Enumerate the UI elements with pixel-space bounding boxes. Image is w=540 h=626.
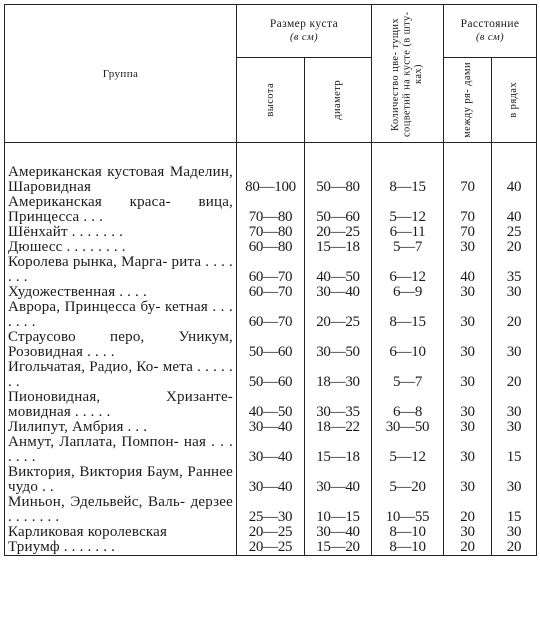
header-size [237, 5, 372, 58]
cell-count: 8—15 [372, 300, 444, 330]
cell-count: 6—10 [372, 330, 444, 360]
cell-height: 20—25 [237, 525, 305, 540]
cell-inrow: 15 [492, 435, 537, 465]
cell-count: 6—8 [372, 390, 444, 420]
cell-diameter: 15—18 [305, 435, 372, 465]
cell-diameter: 30—40 [305, 525, 372, 540]
cell-diameter: 30—35 [305, 390, 372, 420]
cell-diameter: 30—40 [305, 285, 372, 300]
cell-name: Карликовая королевская [5, 525, 237, 540]
cell-inrow: 40 [492, 195, 537, 225]
cell-name: Королева рынка, Марга- рита . . . . . . . [5, 255, 237, 285]
cell-inrow: 20 [492, 240, 537, 255]
cell-height: 60—70 [237, 300, 305, 330]
cell-diameter: 10—15 [305, 495, 372, 525]
table-row [5, 390, 537, 420]
cell-inrow: 20 [492, 540, 537, 556]
header-count-label: Количество цве- тущих соцветий на кусте (в шту- ках) [390, 10, 425, 137]
table-row [5, 240, 537, 255]
cell-diameter: 18—22 [305, 420, 372, 435]
cell-height: 70—80 [237, 195, 305, 225]
cell-name: Дюшесс . . . . . . . . [5, 240, 237, 255]
cell-name: Триумф . . . . . . . [5, 540, 237, 556]
table-row [5, 540, 537, 556]
cell-count: 6—9 [372, 285, 444, 300]
cell-diameter: 15—20 [305, 540, 372, 556]
cell-diameter: 50—60 [305, 195, 372, 225]
cell-diameter: 40—50 [305, 255, 372, 285]
cell-inrow: 20 [492, 300, 537, 330]
table-row [5, 300, 537, 330]
cell-between: 30 [444, 420, 492, 435]
cell-between: 20 [444, 540, 492, 556]
cell-name: Художественная . . . . [5, 285, 237, 300]
cell-name: Американская краса- вица, Принцесса . . . [5, 195, 237, 225]
table-row [5, 495, 537, 525]
cell-height: 30—40 [237, 420, 305, 435]
cell-inrow: 30 [492, 390, 537, 420]
cell-between: 30 [444, 285, 492, 300]
cell-name: Игольчатая, Радио, Ко- мета . . . . . . . [5, 360, 237, 390]
table-row [5, 435, 537, 465]
cell-inrow: 40 [492, 165, 537, 195]
cell-name: Виктория, Виктория Баум, Раннее чудо . . [5, 465, 237, 495]
cell-inrow: 20 [492, 360, 537, 390]
cell-inrow: 30 [492, 525, 537, 540]
cell-count: 10—55 [372, 495, 444, 525]
cell-height: 70—80 [237, 225, 305, 240]
cell-between: 30 [444, 360, 492, 390]
cell-between: 30 [444, 525, 492, 540]
cell-height: 25—30 [237, 495, 305, 525]
cell-name: Лилипут, Амбрия . . . [5, 420, 237, 435]
cell-height: 30—40 [237, 465, 305, 495]
header-between-rows-label: между ря- дами [461, 62, 473, 138]
header-distance [444, 5, 537, 58]
table-row [5, 225, 537, 240]
header-size-label: Размер куста [269, 18, 339, 30]
cell-between: 40 [444, 255, 492, 285]
cell-between: 70 [444, 195, 492, 225]
cell-height: 30—40 [237, 435, 305, 465]
cell-count: 5—12 [372, 435, 444, 465]
cell-count: 5—12 [372, 195, 444, 225]
cell-inrow: 35 [492, 255, 537, 285]
table-row [5, 360, 537, 390]
cell-count: 8—10 [372, 540, 444, 556]
cell-diameter: 20—25 [305, 225, 372, 240]
cell-height: 40—50 [237, 390, 305, 420]
table-row [5, 525, 537, 540]
header-in-rows-label: в рядах [508, 82, 520, 118]
header-distance-unit: (в см) [476, 32, 504, 43]
cell-inrow: 15 [492, 495, 537, 525]
header-between-rows [444, 58, 492, 143]
cell-count: 5—7 [372, 360, 444, 390]
cell-height: 50—60 [237, 360, 305, 390]
cell-inrow: 30 [492, 330, 537, 360]
cell-name: Страусово перо, Уникум, Розовидная . . . . [5, 330, 237, 360]
header-diameter-label: диаметр [332, 80, 344, 120]
header-count [372, 5, 444, 143]
cell-diameter: 30—50 [305, 330, 372, 360]
header-group [5, 5, 237, 143]
cell-count: 6—11 [372, 225, 444, 240]
cell-count: 8—10 [372, 525, 444, 540]
cell-height: 60—80 [237, 240, 305, 255]
varieties-table [4, 4, 537, 556]
cell-count: 8—15 [372, 165, 444, 195]
header-height-label: высота [264, 83, 276, 117]
header-diameter [305, 58, 372, 143]
cell-height: 60—70 [237, 285, 305, 300]
cell-inrow: 30 [492, 465, 537, 495]
cell-diameter: 18—30 [305, 360, 372, 390]
table-row [5, 255, 537, 285]
table-row [5, 165, 537, 195]
cell-between: 70 [444, 165, 492, 195]
cell-height: 60—70 [237, 255, 305, 285]
cell-count: 5—20 [372, 465, 444, 495]
cell-height: 20—25 [237, 540, 305, 556]
cell-inrow: 30 [492, 420, 537, 435]
cell-between: 30 [444, 330, 492, 360]
table-row [5, 420, 537, 435]
cell-name: Аврора, Принцесса бу- кетная . . . . . . . [5, 300, 237, 330]
cell-diameter: 20—25 [305, 300, 372, 330]
cell-name: Американская кустовая Маделин, Шаровидная [5, 165, 237, 195]
cell-diameter: 50—80 [305, 165, 372, 195]
header-height [237, 58, 305, 143]
table-body [5, 143, 537, 556]
cell-between: 30 [444, 240, 492, 255]
cell-height: 50—60 [237, 330, 305, 360]
cell-between: 70 [444, 225, 492, 240]
table-row [5, 465, 537, 495]
cell-inrow: 30 [492, 285, 537, 300]
cell-count: 5—7 [372, 240, 444, 255]
cell-name: Миньон, Эдельвейс, Валь- дерзее . . . . . . . [5, 495, 237, 525]
cell-between: 30 [444, 435, 492, 465]
header-group-label: Группа [102, 67, 139, 80]
table-row [5, 330, 537, 360]
cell-between: 30 [444, 300, 492, 330]
table-row [5, 195, 537, 225]
cell-between: 30 [444, 390, 492, 420]
cell-height: 80—100 [237, 165, 305, 195]
header-in-rows [492, 58, 537, 143]
cell-between: 30 [444, 465, 492, 495]
cell-between: 20 [444, 495, 492, 525]
cell-diameter: 30—40 [305, 465, 372, 495]
cell-count: 6—12 [372, 255, 444, 285]
header-spacer-row [5, 143, 537, 166]
cell-inrow: 25 [492, 225, 537, 240]
header-size-unit: (в см) [290, 32, 318, 43]
cell-diameter: 15—18 [305, 240, 372, 255]
header-distance-label: Расстояние [460, 18, 520, 30]
cell-count: 30—50 [372, 420, 444, 435]
table-row [5, 285, 537, 300]
cell-name: Пионовидная, Хризанте- мовидная . . . . . [5, 390, 237, 420]
cell-name: Анмут, Лаплата, Помпон- ная . . . . . . . [5, 435, 237, 465]
cell-name: Шёнхайт . . . . . . . [5, 225, 237, 240]
